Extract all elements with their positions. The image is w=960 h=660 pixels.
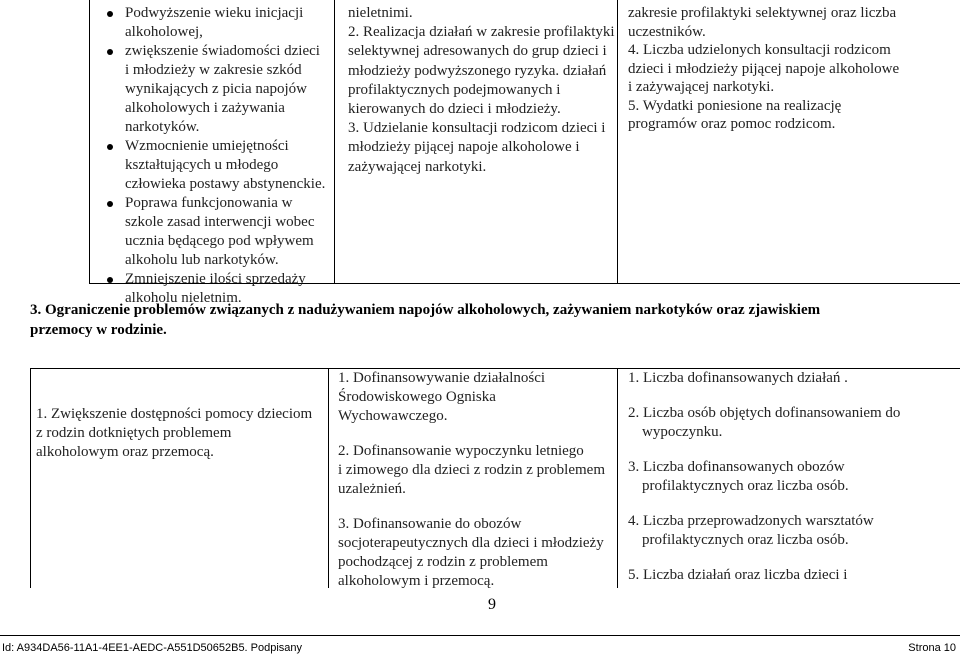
task-item-line: Wychowawczego. [338,408,448,424]
task-item [338,369,616,426]
indicator-item [628,369,958,388]
section-3-heading-line2: przemocy w rodzinie. [30,322,167,338]
goal-bullet-item [125,42,330,137]
task-item-line: Środowiskowego Ogniska [338,389,496,405]
goal-bullet-line: alkoholowej, [125,24,203,40]
section-3-heading-line1: 3. Ograniczenie problemów związanych z nadużywaniem napojów alkoholowych, zażywaniem narkotyków oraz zjawiskiem [30,302,821,318]
bullet-dot-icon [107,49,113,55]
task-line: selektywnej adresowanych do grup dzieci i [348,43,607,60]
indicator-item-line: 2. Liczba osób objętych dofinansowaniem do [628,405,901,421]
task-item-line: 1. Dofinansowywanie działalności [338,370,546,386]
indicator-item-line: profilaktycznych oraz liczba osób. [642,478,849,494]
task-item-line: socjoterapeutycznych dla dzieci i młodzieży [338,535,604,551]
bullet-dot-icon [107,201,113,207]
goal-bullet-line: Poprawa funkcjonowania w [125,195,293,211]
goal-bullet-line: kształtujących u młodego [125,157,279,173]
indicator-item-line: 3. Liczba dofinansowanych obozów [628,459,845,475]
task-item-line: 3. Dofinansowanie do obozów [338,516,522,532]
page-number: 9 [488,596,496,613]
goal-bullet-item [125,4,330,42]
task-item-line: alkoholowym i przemocą. [338,573,495,589]
task-line: nieletnimi. [348,5,413,21]
indicator-line: zakresie profilaktyki selektywnej oraz liczba [628,5,897,21]
goal-bullet-line: alkoholu nieletnim. [125,290,242,306]
indicator-item-line: wypoczynku. [642,424,723,440]
bottom-table-divider-2 [617,368,618,588]
indicator-line: 5. Wydatki poniesione na realizację [628,97,842,114]
goal-line: alkoholowym oraz przemocą. [36,444,214,460]
indicator-item-line: 4. Liczba przeprowadzonych warsztatów [628,513,874,529]
indicators-list [628,369,958,585]
goal-bullet-line: Wzmocnienie umiejętności [125,138,289,154]
task-line: zażywającej narkotyki. [348,158,487,175]
section-3-heading [30,300,930,340]
task-line: młodzieży pijącej napoje alkoholowe i [348,139,580,156]
goal-bullet-line: wynikających z picia napojów [125,81,308,97]
indicator-line: programów oraz pomoc rodzicom. [628,116,836,132]
top-col-goals [125,4,330,308]
indicator-line: 4. Liczba udzielonych konsultacji rodzicom [628,42,891,58]
bottom-goal-cell [36,405,326,462]
goal-text [36,405,326,462]
goal-bullet-line: zwiększenie świadomości dzieci [125,43,320,59]
bottom-table-divider-1 [328,368,329,588]
indicator-item [628,512,958,550]
task-line: profilaktycznych podejmowanych i [348,81,561,98]
footer-page-label: Strona 10 [908,642,956,654]
task-item-line: pochodzącej z rodzin z problemem [338,554,548,570]
goal-bullet-line: alkoholowych i zażywania [125,100,285,116]
top-col-indicators [628,4,958,134]
indicator-item [628,566,958,585]
goal-bullet-line: człowieka postawy abstynenckie. [125,176,326,192]
indicator-item-line: profilaktycznych oraz liczba osób. [642,532,849,548]
top-table-divider-1 [334,0,335,284]
bottom-indicators-cell [628,369,958,585]
top-col-tasks [348,4,616,177]
indicator-item-line: 1. Liczba dofinansowanych działań . [628,370,848,386]
goal-line: 1. Zwiększenie dostępności pomocy dzieciom [36,406,313,422]
indicator-line: uczestników. [628,23,706,40]
footer-rule [0,635,960,636]
task-line: kierowanych do dzieci i młodzieży. [348,101,561,118]
goal-bullet-item [125,137,330,194]
bullet-dot-icon [107,144,113,150]
indicator-item [628,458,958,496]
goal-bullet-line: ucznia będącego pod wpływem [125,233,314,249]
indicator-item [628,404,958,442]
tasks-list [338,369,616,591]
indicator-item-line: 5. Liczba działań oraz liczba dzieci i [628,567,848,583]
goal-bullet-line: Podwyższenie wieku inicjacji [125,5,304,21]
goal-bullet-line: Zmniejszenie ilości sprzedaży [125,271,306,287]
bottom-tasks-cell [338,369,616,591]
task-line: 3. Udzielanie konsultacji rodzicom dzieci i [348,120,606,137]
indicator-line: dzieci i młodzieży pijącej napoje alkoholowe [628,60,900,77]
task-item-line: i zimowego dla dzieci z rodzin z problemem [338,462,605,478]
task-item [338,515,616,591]
goal-bullet-line: i młodzieży w zakresie szkód [125,62,302,78]
goal-bullet-line: szkole zasad interwencji wobec [125,214,315,230]
indicators-text [628,4,958,134]
task-item-line: 2. Dofinansowanie wypoczynku letniego [338,443,584,459]
goal-bullet-line: alkoholu lub narkotyków. [125,252,279,268]
bullet-dot-icon [107,11,113,17]
goal-bullet-item [125,194,330,270]
task-item [338,442,616,499]
indicator-line: i zażywającej narkotyki. [628,79,775,95]
goals-bullet-list [125,4,330,308]
top-table-divider-2 [617,0,618,284]
goal-bullet-line: narkotyków. [125,119,200,135]
tasks-text [348,4,616,177]
goal-line: z rodzin dotkniętych problemem [36,425,232,441]
task-line: 2. Realizacja działań w zakresie profilaktyki [348,24,615,41]
bullet-dot-icon [107,277,113,283]
task-item-line: uzależnień. [338,481,406,497]
footer-document-id: Id: A934DA56-11A1-4EE1-AEDC-A551D50652B5. Podpisany [2,642,303,654]
task-line: młodzieży podwyższonego ryzyka. działań [348,62,607,79]
